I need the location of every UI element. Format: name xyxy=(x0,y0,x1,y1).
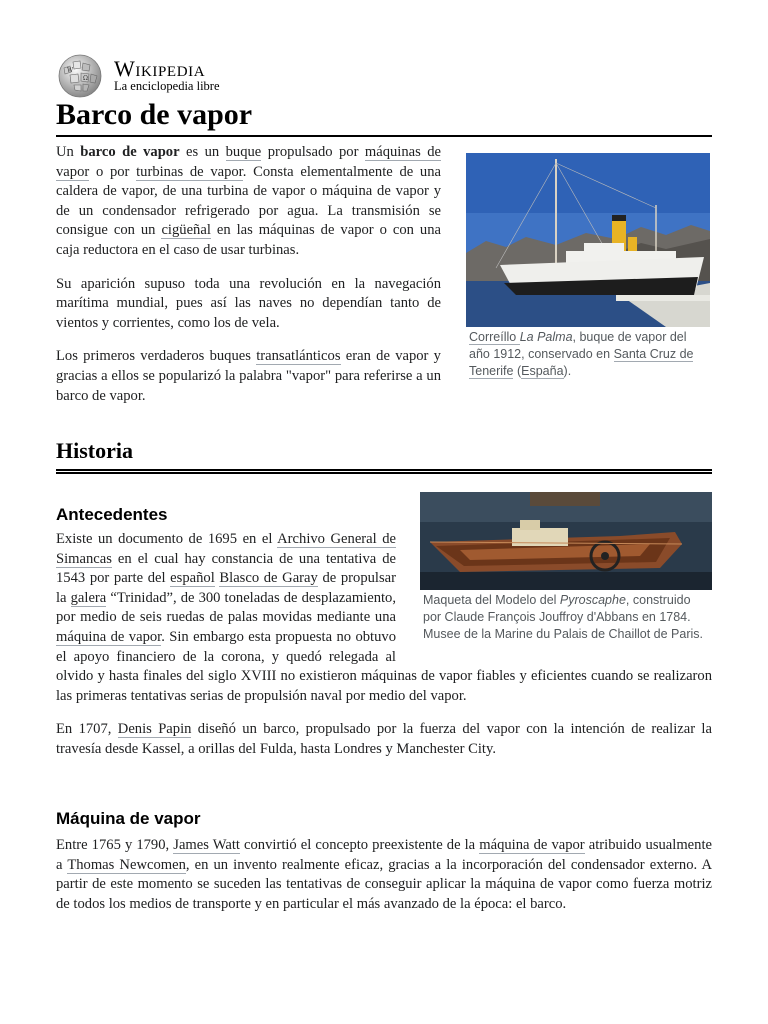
maquina-paragraph-1: Entre 1765 y 1790, James Watt convirtió el concepto preexistente de la máquina de vapor atribuido usualmente a Thomas Newcomen, en un invento realmente eficaz, gracias a la incorporación del condensador externo. A partir de este momento se suceden las tentativas de conseguir aplicar la máquina de vapor como fuerza motriz de todos los medios de transporte y en particular el más avanzado de la época: el barco. xyxy=(56,837,712,912)
figure-la-palma xyxy=(466,153,710,380)
intro-section xyxy=(56,143,441,420)
link-galera[interactable]: galera xyxy=(70,589,107,606)
article-subject: barco de vapor xyxy=(80,144,180,160)
antecedentes-paragraph-2: En 1707, Denis Papin diseñó un barco, propulsado por la fuerza del vapor con la intención de realizar la travesía desde Kassel, a orillas del Fulda, hasta Londres y Manchester City. xyxy=(56,721,712,757)
wikipedia-wordmark: Wikipedia xyxy=(114,56,206,81)
link-turbinas-de-vapor[interactable]: turbinas de vapor xyxy=(136,163,243,180)
caption-text: ). xyxy=(563,364,572,378)
intro-paragraph-2: Su aparición supuso toda una revolución en la navegación marítima mundial, pues así las naves no dependían tanto de vientos y corrientes, como los de vela. xyxy=(56,275,441,331)
caption-link-correillo[interactable]: Correíllo xyxy=(469,330,520,344)
link-maquina-de-vapor-2[interactable]: máquina de vapor xyxy=(479,837,585,853)
link-archivo-simancas[interactable]: Archivo General de Simancas xyxy=(56,531,396,567)
section-maquina-de-vapor xyxy=(56,808,712,914)
caption-model-name: Pyroscaphe xyxy=(559,593,626,607)
figure-pyroscaphe xyxy=(420,492,712,643)
pyroscaphe-model-photo[interactable] xyxy=(420,492,712,590)
link-james-watt[interactable]: James Watt xyxy=(173,837,240,853)
figure-caption xyxy=(466,329,710,380)
link-transatlanticos[interactable]: transatlánticos xyxy=(256,348,341,365)
caption-ship-name: La Palma xyxy=(519,330,573,344)
wikipedia-tagline: La enciclopedia libre xyxy=(114,79,220,93)
link-denis-papin[interactable]: Denis Papin xyxy=(117,721,192,738)
svg-text:Ω: Ω xyxy=(83,75,88,82)
link-espana[interactable]: España xyxy=(521,364,564,378)
caption-text: ( xyxy=(513,364,522,378)
link-thomas-newcomen[interactable]: Thomas Newcomen xyxy=(67,856,186,873)
intro-paragraph-3: Los primeros verdaderos buques transatlánticos eran de vapor y gracias a ellos se popularizó la palabra "vapor" para referirse a un barco de vapor. xyxy=(56,348,441,404)
svg-text:W: W xyxy=(67,67,74,74)
wikipedia-header[interactable] xyxy=(56,52,356,98)
link-maquinas-de-vapor[interactable]: máquinas de vapor xyxy=(56,144,441,180)
intro-paragraph-1: Un barco de vapor es un buque propulsado por máquinas de vapor o por turbinas de vapor. Consta elementalmente de una caldera de vapor, de una turbina de vapor o máquina de vapor y de un condensador refrigerado por agua. La transmisión se consigue con un cigüeñal en las máquinas de vapor o con una caja reductora en el caso de usar turbinas. xyxy=(56,144,441,258)
section-heading-historia: Historia xyxy=(56,437,712,474)
wikipedia-globe-icon xyxy=(56,54,104,98)
link-santa-cruz[interactable]: Santa Cruz de Tenerife xyxy=(469,347,694,378)
link-buque[interactable]: buque xyxy=(225,144,262,160)
link-espanol[interactable]: español xyxy=(170,570,215,587)
caption-text: , buque de vapor del año 1912, conservado en xyxy=(469,330,687,361)
figure-caption: Maqueta del Modelo del Pyroscaphe, construido por Claude François Jouffroy d'Abbans en 1784. Musee de la Marine du Palais de Chaillot de Paris. xyxy=(423,593,704,641)
section-antecedentes xyxy=(56,492,712,774)
link-ciguenal[interactable]: cigüeñal xyxy=(161,222,211,239)
link-maquina-de-vapor[interactable]: máquina de vapor xyxy=(56,628,162,645)
subsection-heading-antecedentes: Antecedentes xyxy=(56,505,168,524)
steamship-photo[interactable] xyxy=(466,153,710,327)
antecedentes-paragraph-1: Existe un documento de 1695 en el Archivo General de Simancas en el cual hay constancia de una tentativa de 1543 por parte del español Blasco de Garay de propulsar la galera “Trinidad”, de 300 toneladas de desplazamiento, por medio de seis ruedas de palas movidas mediante una máquina de vapor. Sin embargo esta propuesta no obtuvo el apoyo financiero de la corona, y quedó relegada al olvido y hasta finales del siglo XVIII no existieron máquinas de vapor fiables y eficientes cuando se realizaron las primeras tentativas serias de propulsión naval por medio del vapor. xyxy=(56,531,712,704)
subsection-heading-maquina: Máquina de vapor xyxy=(56,809,201,828)
link-blasco-de-garay[interactable]: Blasco de Garay xyxy=(219,570,318,587)
page-title: Barco de vapor xyxy=(56,96,712,137)
